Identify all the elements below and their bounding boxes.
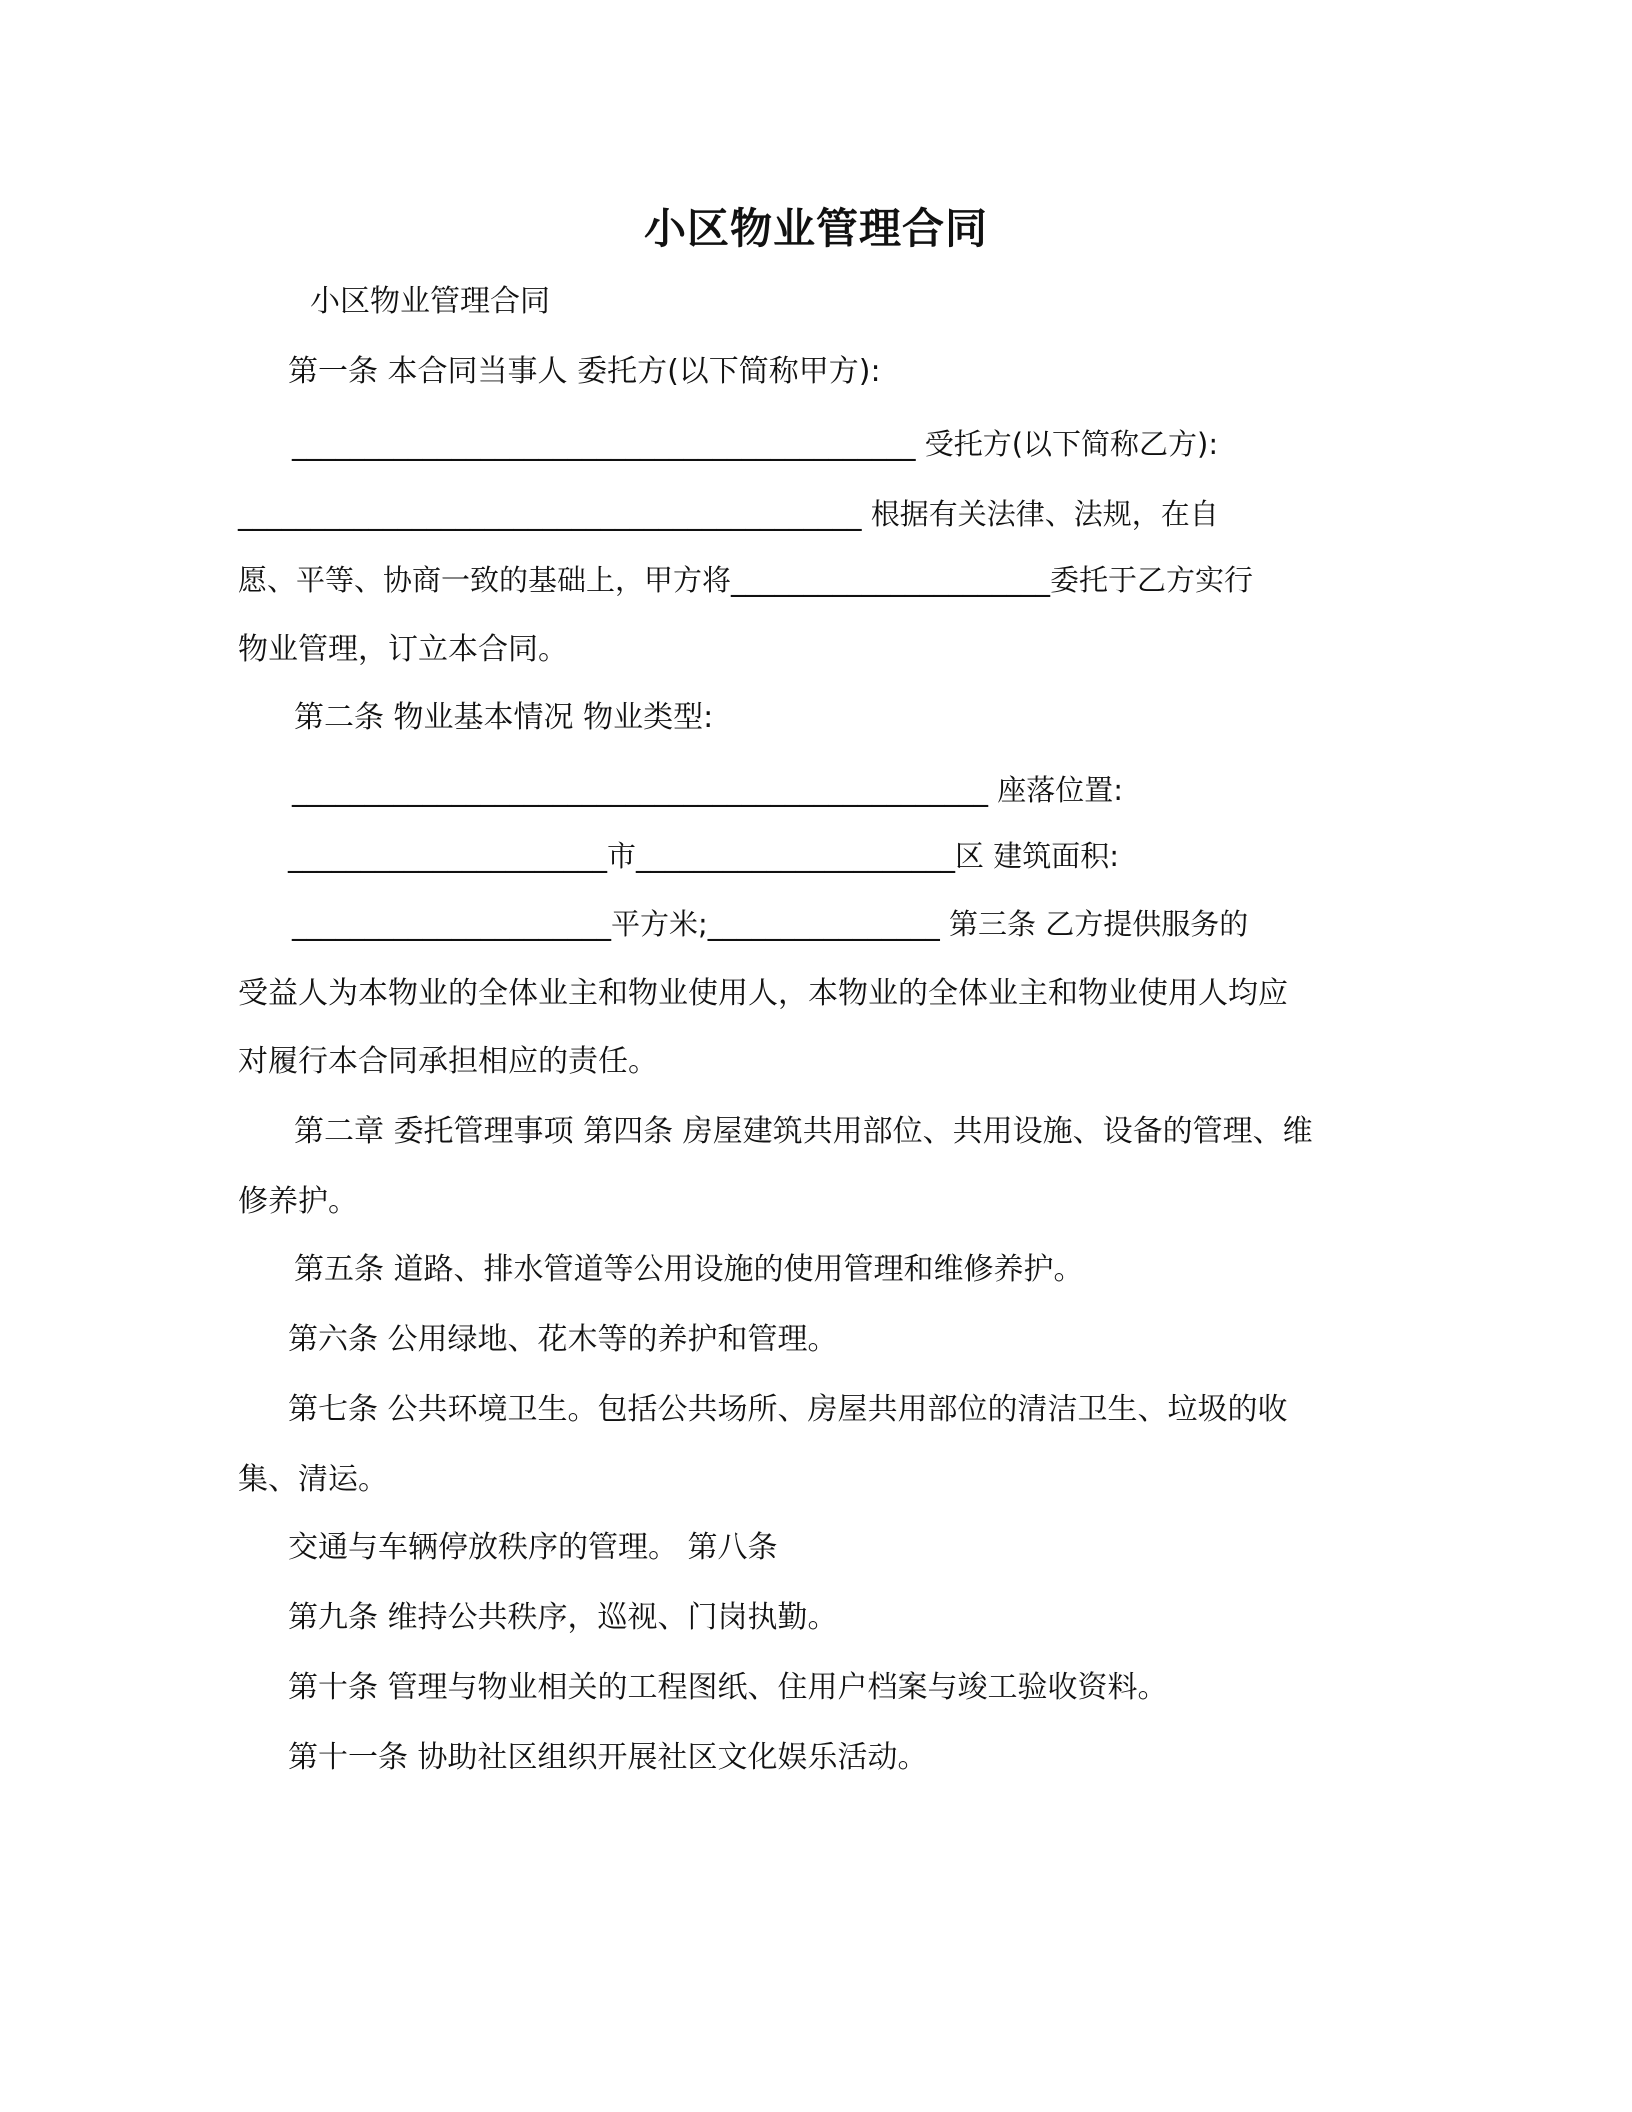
blank-property-type-line: ________________________________________________ 座落位置:	[292, 773, 1123, 807]
clause-7-end-line: 集、清运。	[238, 1462, 388, 1497]
blank-law-basis-line: ___________________________________________ 根据有关法律、法规，在自	[238, 497, 1219, 531]
subtitle-line: 小区物业管理合同	[310, 284, 550, 319]
clause-6-line: 第六条 公用绿地、花木等的养护和管理。	[288, 1322, 838, 1357]
clause-1-end-line: 物业管理，订立本合同。	[238, 632, 568, 667]
blank-entrusted-party-line: ___________________________________________ 受托方(以下简称乙方):	[292, 427, 1219, 461]
document-title: 小区物业管理合同	[643, 204, 988, 253]
blank-location-line: ______________________市______________________区 建筑面积:	[288, 839, 1119, 873]
clause-11-line: 第十一条 协助社区组织开展社区文化娱乐活动。	[288, 1740, 928, 1775]
clause-10-line: 第十条 管理与物业相关的工程图纸、住用户档案与竣工验收资料。	[288, 1670, 1168, 1705]
clause-8-line: 交通与车辆停放秩序的管理。 第八条	[288, 1530, 778, 1565]
clause-2-line: 第二条 物业基本情况 物业类型:	[294, 700, 714, 735]
clause-1-body-line: 愿、平等、协商一致的基础上，甲方将______________________委托于乙方实行	[238, 563, 1254, 597]
clause-3-end-line: 对履行本合同承担相应的责任。	[238, 1044, 658, 1079]
clause-1-line: 第一条 本合同当事人 委托方(以下简称甲方):	[288, 354, 881, 389]
clause-9-line: 第九条 维持公共秩序，巡视、门岗执勤。	[288, 1600, 838, 1635]
clause-5-line: 第五条 道路、排水管道等公用设施的使用管理和维修养护。	[294, 1252, 1084, 1287]
chapter-2-end-line: 修养护。	[238, 1184, 358, 1219]
clause-7-line: 第七条 公共环境卫生。包括公共场所、房屋共用部位的清洁卫生、垃圾的收	[288, 1392, 1288, 1427]
blank-area-line: ______________________平方米;________________ 第三条 乙方提供服务的	[292, 907, 1249, 941]
clause-3-body-line: 受益人为本物业的全体业主和物业使用人，本物业的全体业主和物业使用人均应	[238, 976, 1288, 1011]
chapter-2-line: 第二章 委托管理事项 第四条 房屋建筑共用部位、共用设施、设备的管理、维	[294, 1114, 1313, 1149]
